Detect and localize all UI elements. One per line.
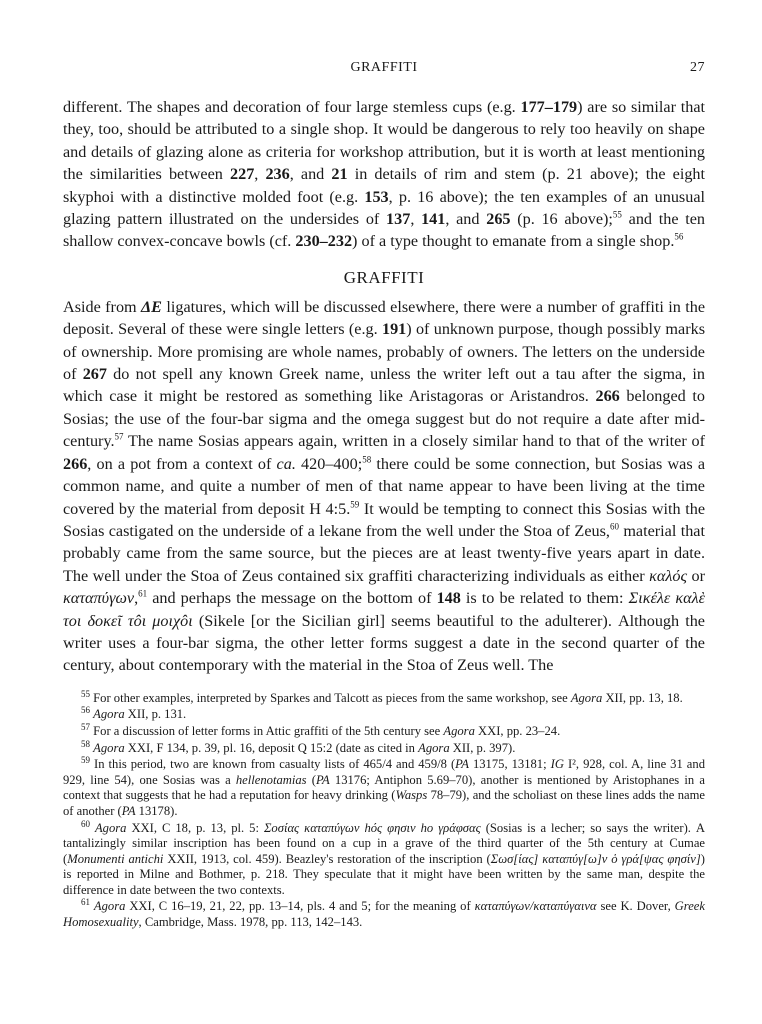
text-run: The name Sosias appears again, written in a closely similar hand to that of the writer of [123,432,705,451]
text-run: in details of rim and stem (p. 21 above); the eight skyphoi with a distinctive molded foot (e.g. [63,165,706,206]
footnote-ref: 56 [674,232,684,243]
footnote [63,707,705,723]
footnote-ref: 61 [138,588,148,599]
italic-text: ca. [276,454,296,473]
italic-text: Monumenti antichi [67,851,164,866]
footnote-ref: 59 [350,499,360,510]
text-run: , and [445,210,487,229]
footnote-ref: 57 [114,431,124,442]
footnote [63,721,705,740]
catalog-number: 266 [63,454,88,473]
italic-text: καλός [649,566,688,585]
italic-text: καταπύγων/καταπύγαινα [474,899,597,914]
text-run: XII, p. 131. [124,707,187,722]
italic-text: Agora [93,707,125,722]
italic-text: PA [455,757,469,772]
catalog-number: 148 [436,589,461,608]
text-run: XXI, C 18, p. 13, pl. 5: [126,820,264,835]
italic-text: Wasps [395,788,428,803]
text-run: do not spell any known Greek name, unless the writer left out a tau after the sigma, in which case it might be restored as something like Aristagoras or Aristandros. [63,365,705,406]
page-number: 27 [690,60,705,75]
catalog-number: 177–179 [520,98,578,116]
footnote-ref: 56 [81,705,90,716]
text-run: For other examples, interpreted by Sparkes and Talcott as pieces from the same workshop, see [90,690,571,705]
text-run: , on a pot from a context of [87,454,277,473]
text-run: ( [306,772,316,787]
italic-text: PA [315,772,330,787]
footnote-ref: 55 [612,209,622,220]
catalog-number: 141 [421,210,446,229]
text-run: , [254,165,266,184]
text-run: ) of a type thought to emanate from a single shop. [352,232,675,251]
text-run: (Sosias is a lecher; so says the writer). A tantalizingly similar inscription has been found on a cup in a grave of the third quarter of the 5th century at Cumae ( [63,820,706,866]
footnote-ref: 59 [81,754,90,765]
text-run: and perhaps the message on the bottom of [147,589,437,608]
footnote [63,688,705,707]
catalog-number: 236 [265,165,290,184]
footnote [63,754,705,819]
text-run: 13178). [135,803,178,818]
catalog-number: 137 [386,210,411,229]
text-run: , Cambridge, Mass. 1978, pp. 113, 142–143. [138,915,363,930]
text-run: It would be tempting to connect this Sosias with the Sosias castigated on the underside of a lekane from the well under the Stoa of Zeus, [63,499,705,540]
italic-text: Σοσίας καταπύγων hός φησιν ho γράφσας [263,820,481,835]
footnotes [63,688,706,931]
text-run: belonged to Sosias; the use of the four-bar sigma and the omega suggest but do not require a date after mid-century. [63,387,705,451]
text-run: there could be some connection, but Sosias was a common name, and quite a number of men of that name appear to have been living at the time covered by the material from deposit H 4:5. [63,454,705,518]
footnote-ref: 58 [362,454,372,465]
footnote-ref: 61 [81,897,90,908]
text-run: In this period, two are known from casualty lists of 465/4 and 459/8 ( [90,757,456,772]
text-run: ligatures, which will be discussed elsewhere, there were a number of graffiti in the deposit. Several of these were single letters (e.g. [63,297,705,339]
italic-text: Agora [443,723,475,738]
text-run: XII, p. 397). [449,740,516,755]
text-run: I², 928, col. A, line 31 and 929, line 54), one Sosias was a [63,757,705,787]
italic-text: Agora [418,740,450,755]
catalog-number: 265 [486,210,511,229]
catalog-number: 227 [230,165,255,184]
text-run: , p. 16 above); the ten examples of an unusual glazing pattern illustrated on the undersides of [63,187,706,229]
text-run: or [687,566,705,585]
ligature-glyph: ΔΕ [141,297,162,316]
italic-text: IG [550,757,564,772]
page [63,60,705,932]
text-run: and the ten shallow convex-concave bowls (cf. [63,210,705,251]
text-run: XII, pp. 13, 18. [602,690,683,705]
italic-text: Σωσ[ίας] καταπύγ[ω]ν ὁ γρά[ψας φησίν] [490,851,701,866]
footnote [63,818,706,899]
text-run: For a discussion of letter forms in Attic graffiti of the 5th century see [90,723,444,738]
text-run: 13176; Antiphon 5.69–70), another is mentioned by Aristophanes in a context that suggests that he had a reputation for heavy drinking ( [63,772,705,803]
text-run: different. The shapes and decoration of four large stemless cups (e.g. [63,98,521,116]
intro-paragraph [63,96,705,253]
footnote-ref: 58 [81,738,90,749]
catalog-number: 230–232 [295,232,353,251]
text-run: ) is reported in Milne and Bothmer, p. 218. They speculate that it might have been written by the same man, despite the difference in date between the two contexts. [63,851,705,897]
text-run: see K. Dover, [596,899,675,914]
text-run: material that probably came from the same source, but the pieces are at least twenty-five years apart in date. The well under the Stoa of Zeus contained six graffiti characterizing individuals as either [63,521,705,585]
text-run: ) are so similar that they, too, should be attributed to a single shop. It would be dangerous to rely too heavily on shape and details of glazing alone as criteria for workshop attribution, but it is worth at least mentioning the similarities between [63,98,705,184]
italic-text: Greek Homosexuality [63,899,705,930]
text-run: XXI, F 134, p. 39, pl. 16, deposit Q 15:2 (date as cited in [124,740,419,755]
running-title: GRAFFITI [350,60,418,75]
italic-text: Agora [570,690,603,705]
text-run: XXII, 1913, col. 459). Beazley's restoration of the inscription ( [163,851,491,866]
footnote [63,899,705,930]
text-run: XXI, C 16–19, 21, 22, pp. 13–14, pls. 4 and 5; for the meaning of [125,899,475,914]
italic-text: hellenotamias [235,772,307,787]
text-run: XXI, pp. 23–24. [474,723,561,738]
body-paragraph [63,296,705,677]
section-heading: GRAFFITI [343,267,425,287]
footnote-ref: 60 [609,521,619,532]
text-run: (Sikele [or the Sicilian girl] seems beautiful to the adulterer). Although the writer uses a four-bar sigma, the other letter forms suggest a date in the second quarter of the century, about contemporary with the material in the Stoa of Zeus well. The [63,611,705,675]
catalog-number: 21 [331,165,348,184]
italic-text: Agora [93,740,125,755]
catalog-number: 266 [595,387,620,406]
text-run: 420–400; [295,454,363,473]
footnote-ref: 57 [81,721,90,732]
italic-text: Σικέλε καλὲ τοι δοκεῖ τôι μοιχôι [63,589,706,630]
text-run: 13175, 13181; [468,757,551,772]
italic-text: Agora [94,820,127,835]
catalog-number: 267 [82,365,107,384]
running-header [63,60,705,82]
text-run: is to be related to them: [460,589,629,608]
text-run: ) of unknown purpose, though possibly marks of ownership. More promising are whole names, probably of owners. The letters on the underside of [63,320,705,384]
text-run: Aside from [63,297,142,316]
italic-text: PA [121,803,136,818]
text-run: , and [289,165,332,184]
footnote-ref: 60 [81,818,90,829]
text-run: , [410,210,422,229]
text-run: 78–79), and the scholiast on these lines adds the name of another ( [63,788,705,818]
catalog-number: 153 [364,187,389,206]
footnote-ref: 55 [81,688,90,699]
catalog-number: 191 [381,320,407,339]
footnote [63,738,705,757]
text-run: (p. 16 above); [510,210,613,229]
italic-text: Agora [93,899,126,914]
italic-text: καταπύγων [63,589,135,608]
text-run: , [134,589,139,608]
